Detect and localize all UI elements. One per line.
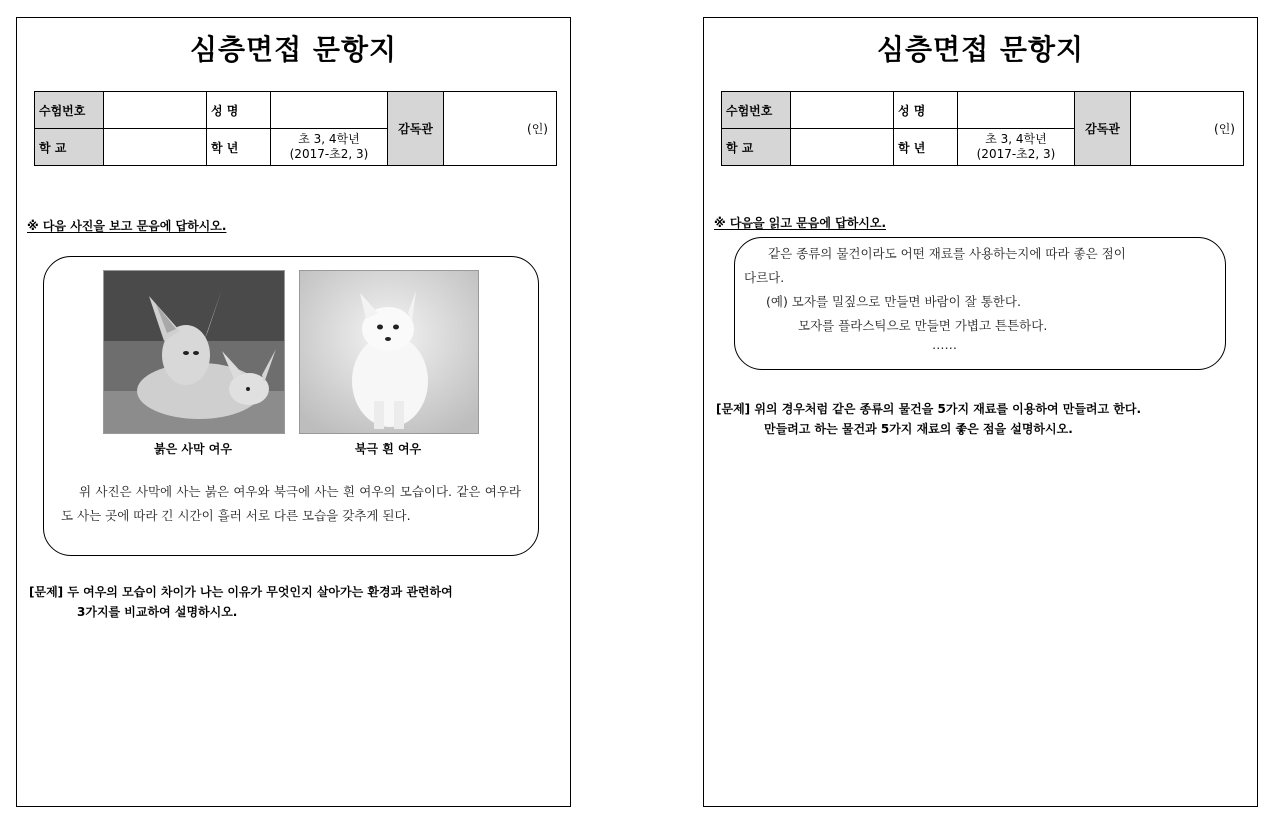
exam-no-field[interactable] — [791, 92, 894, 129]
arctic-fox-image — [300, 271, 478, 433]
info-table — [721, 91, 1244, 166]
name-field[interactable] — [271, 92, 388, 129]
question-sheet-right — [703, 17, 1258, 807]
question-label: [문제] — [716, 402, 751, 416]
question — [716, 399, 1251, 439]
arctic-fox-photo — [299, 270, 479, 434]
proctor-label: 감독관 — [388, 92, 444, 166]
proctor-label: 감독관 — [1075, 92, 1131, 166]
question-label: [문제] — [29, 585, 64, 599]
grade-label: 학 년 — [894, 129, 958, 166]
passage-line2: 다르다. — [744, 270, 785, 285]
school-field[interactable] — [104, 129, 207, 166]
name-label: 성 명 — [894, 92, 958, 129]
sheet-title: 심층면접 문항지 — [189, 33, 398, 66]
question — [29, 582, 564, 622]
name-field[interactable] — [958, 92, 1075, 129]
name-label: 성 명 — [207, 92, 271, 129]
proctor-seal: (인) — [1131, 92, 1244, 166]
arctic-fox-caption: 북극 흰 여우 — [354, 442, 422, 456]
example-line2: 모자를 플라스틱으로 만들면 가볍고 튼튼하다. — [798, 318, 1048, 333]
sheet-title: 심층면접 문항지 — [876, 33, 1085, 66]
grade-value-line2: (2017-초2, 3) — [289, 147, 369, 161]
passage: 위 사진은 사막에 사는 붉은 여우와 북극에 사는 흰 여우의 모습이다. 같은 여우라도 사는 곳에 따라 긴 시간이 흘러 서로 다른 모습을 갖추게 된다. — [61, 484, 521, 523]
exam-no-field[interactable] — [104, 92, 207, 129]
question-line2: 만들려고 하는 물건과 5가지 재료의 좋은 점을 설명하시오. — [764, 422, 1073, 436]
info-table — [34, 91, 557, 166]
question-line2: 3가지를 비교하여 설명하시오. — [77, 605, 238, 619]
question-line1: 위의 경우처럼 같은 종류의 물건을 5가지 재료를 이용하여 만들려고 한다. — [754, 402, 1142, 416]
example-line1: (예) 모자를 밀짚으로 만들면 바람이 잘 통한다. — [766, 294, 1021, 309]
desert-fox-image — [104, 271, 284, 433]
proctor-seal: (인) — [444, 92, 557, 166]
school-label: 학 교 — [722, 129, 791, 166]
question-line1: 두 여우의 모습이 차이가 나는 이유가 무엇인지 살아가는 환경과 관련하여 — [67, 585, 453, 599]
grade-value-line1: 초 3, 4학년 — [985, 132, 1047, 146]
desert-fox-photo — [103, 270, 285, 434]
instruction: ※ 다음을 읽고 문음에 답하시오. — [714, 216, 887, 230]
passage-line1: 같은 종류의 물건이라도 어떤 재료를 사용하는지에 따라 좋은 점이 — [768, 246, 1126, 261]
grade-value — [958, 129, 1075, 166]
exam-no-label: 수험번호 — [722, 92, 791, 129]
example-line3: …… — [932, 337, 957, 352]
school-label: 학 교 — [35, 129, 104, 166]
grade-value-line2: (2017-초2, 3) — [976, 147, 1056, 161]
grade-value — [271, 129, 388, 166]
exam-no-label: 수험번호 — [35, 92, 104, 129]
grade-label: 학 년 — [207, 129, 271, 166]
grade-value-line1: 초 3, 4학년 — [298, 132, 360, 146]
school-field[interactable] — [791, 129, 894, 166]
desert-fox-caption: 붉은 사막 여우 — [154, 442, 232, 456]
passage — [744, 242, 1214, 352]
question-sheet-left — [16, 17, 571, 807]
instruction: ※ 다음 사진을 보고 문음에 답하시오. — [27, 219, 227, 233]
